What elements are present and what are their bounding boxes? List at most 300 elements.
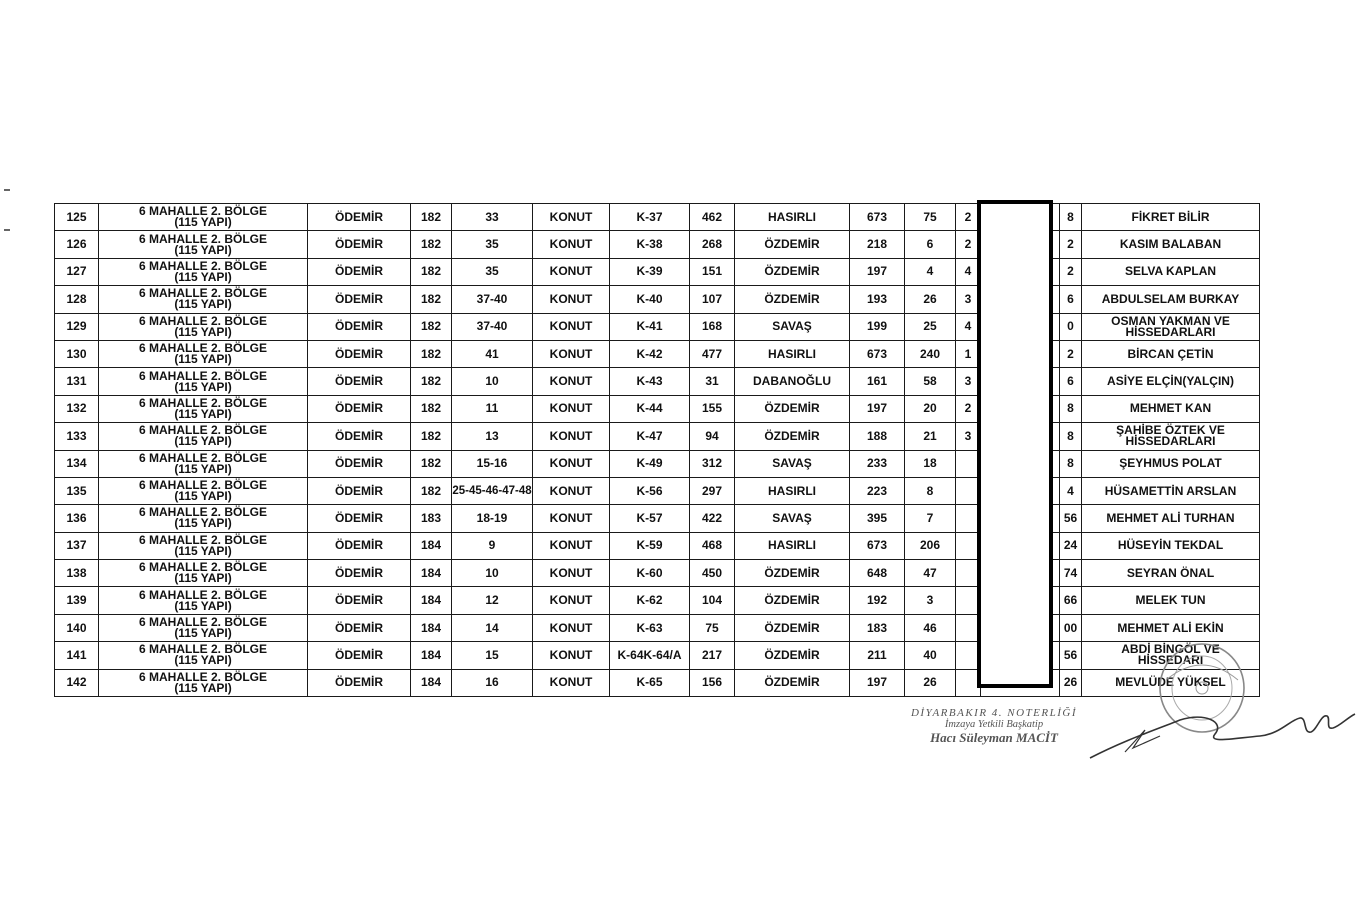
owner-cell (1082, 340, 1260, 367)
parsel-cell: 35 (452, 231, 533, 258)
parsel-cell: 37-40 (452, 313, 533, 340)
row-number: 141 (55, 642, 99, 669)
number-cell: 161 (850, 368, 905, 395)
number-cell: 31 (690, 368, 735, 395)
district-cell-line: (115 YAPI) (174, 324, 232, 339)
number-cell: 56 (1060, 642, 1082, 669)
row-number: 131 (55, 368, 99, 395)
structure-code-cell: K-44 (610, 395, 690, 422)
number-cell: 6 (1060, 368, 1082, 395)
neighbourhood-cell: HASIRLI (735, 532, 850, 559)
type-cell: KONUT (533, 642, 610, 669)
row-number: 127 (55, 258, 99, 285)
ada-cell: 184 (411, 587, 452, 614)
ada-cell: 184 (411, 532, 452, 559)
parsel-cell: 16 (452, 669, 533, 696)
owner-cell (1082, 505, 1260, 532)
number-cell: 673 (850, 340, 905, 367)
town-cell: ÖDEMİR (308, 642, 411, 669)
owner-cell (1082, 204, 1260, 231)
neighbourhood-cell: ÖZDEMİR (735, 669, 850, 696)
town-cell: ÖDEMİR (308, 614, 411, 641)
district-cell-line: (115 YAPI) (174, 215, 232, 230)
type-cell: KONUT (533, 560, 610, 587)
district-cell (99, 669, 308, 696)
table-row (55, 614, 1260, 641)
district-cell-line: (115 YAPI) (174, 653, 232, 668)
number-cell: 2 (1060, 258, 1082, 285)
table-row (55, 231, 1260, 258)
parsel-cell: 37-40 (452, 286, 533, 313)
owner-cell-line: MELEK TUN (1135, 593, 1206, 608)
structure-code-cell: K-38 (610, 231, 690, 258)
structure-code-cell: K-60 (610, 560, 690, 587)
district-cell-line: 6 MAHALLE 2. BÖLGE (138, 642, 267, 657)
type-cell: KONUT (533, 231, 610, 258)
number-cell: 58 (905, 368, 956, 395)
structure-code-cell: K-43 (610, 368, 690, 395)
ada-cell: 184 (411, 614, 452, 641)
ada-cell: 182 (411, 313, 452, 340)
neighbourhood-cell: HASIRLI (735, 340, 850, 367)
number-cell: 168 (690, 313, 735, 340)
owner-cell (1082, 258, 1260, 285)
number-cell: 2 (956, 231, 981, 258)
parsel-cell: 41 (452, 340, 533, 367)
number-cell: 94 (690, 423, 735, 450)
number-cell: 0 (1060, 313, 1082, 340)
table-row (55, 258, 1260, 285)
number-cell: 75 (905, 204, 956, 231)
stamp-role: İmzaya Yetkili Başkatip (944, 719, 1044, 730)
owner-cell (1082, 423, 1260, 450)
owner-cell-line: HÜSAMETTİN ARSLAN (1104, 483, 1237, 498)
ada-cell: 184 (411, 669, 452, 696)
district-cell-line: 6 MAHALLE 2. BÖLGE (138, 587, 267, 602)
property-table (54, 203, 1260, 697)
district-cell-line: 6 MAHALLE 2. BÖLGE (138, 505, 267, 520)
table-row (55, 313, 1260, 340)
structure-code-cell: K-40 (610, 286, 690, 313)
district-cell (99, 505, 308, 532)
number-cell: 26 (1060, 669, 1082, 696)
district-cell (99, 614, 308, 641)
town-cell: ÖDEMİR (308, 340, 411, 367)
table-row (55, 669, 1260, 696)
owner-cell (1082, 395, 1260, 422)
district-cell (99, 532, 308, 559)
structure-code-cell: K-42 (610, 340, 690, 367)
number-cell: 75 (690, 614, 735, 641)
row-number: 134 (55, 450, 99, 477)
district-cell-line: (115 YAPI) (174, 242, 232, 257)
district-cell-line: (115 YAPI) (174, 406, 232, 421)
ada-cell: 182 (411, 286, 452, 313)
table-row (55, 532, 1260, 559)
structure-code-cell: K-65 (610, 669, 690, 696)
owner-cell (1082, 614, 1260, 641)
notary-stamp (878, 707, 1110, 746)
ada-cell: 182 (411, 204, 452, 231)
neighbourhood-cell: DABANOĞLU (735, 368, 850, 395)
row-number: 128 (55, 286, 99, 313)
number-cell: 268 (690, 231, 735, 258)
district-cell (99, 395, 308, 422)
neighbourhood-cell: ÖZDEMİR (735, 258, 850, 285)
owner-cell-line: SEYRAN ÖNAL (1126, 565, 1215, 580)
parsel-cell: 12 (452, 587, 533, 614)
ada-cell: 184 (411, 560, 452, 587)
row-number: 130 (55, 340, 99, 367)
district-cell-line: 6 MAHALLE 2. BÖLGE (138, 615, 267, 630)
parsel-cell: 15-16 (452, 450, 533, 477)
table-row (55, 340, 1260, 367)
structure-code-cell: K-49 (610, 450, 690, 477)
parsel-cell: 9 (452, 532, 533, 559)
ada-cell: 182 (411, 395, 452, 422)
row-number: 138 (55, 560, 99, 587)
structure-code-cell: K-57 (610, 505, 690, 532)
number-cell: 2 (1060, 340, 1082, 367)
number-cell: 450 (690, 560, 735, 587)
owner-cell-line: HİSSEDARI (1137, 653, 1204, 668)
row-number: 136 (55, 505, 99, 532)
type-cell: KONUT (533, 395, 610, 422)
parsel-cell: 13 (452, 423, 533, 450)
number-cell: 4 (905, 258, 956, 285)
number-cell: 46 (905, 614, 956, 641)
owner-cell-line: FİKRET BİLİR (1131, 209, 1210, 224)
owner-cell-line: SELVA KAPLAN (1124, 264, 1217, 279)
district-cell (99, 450, 308, 477)
town-cell: ÖDEMİR (308, 313, 411, 340)
ada-cell: 183 (411, 505, 452, 532)
owner-cell-line: ŞAHİBE ÖZTEK VE (1116, 423, 1225, 438)
ada-cell: 182 (411, 231, 452, 258)
neighbourhood-cell: ÖZDEMİR (735, 642, 850, 669)
number-cell: 223 (850, 477, 905, 504)
owner-cell (1082, 231, 1260, 258)
owner-cell-line: BİRCAN ÇETİN (1127, 346, 1214, 361)
neighbourhood-cell: HASIRLI (735, 204, 850, 231)
district-cell-line: 6 MAHALLE 2. BÖLGE (138, 341, 267, 356)
town-cell: ÖDEMİR (308, 669, 411, 696)
row-number: 135 (55, 477, 99, 504)
owner-cell (1082, 313, 1260, 340)
number-cell: 673 (850, 532, 905, 559)
table-row (55, 560, 1260, 587)
structure-code-cell: K-37 (610, 204, 690, 231)
neighbourhood-cell: ÖZDEMİR (735, 614, 850, 641)
structure-code-cell: K-41 (610, 313, 690, 340)
number-cell: 56 (1060, 505, 1082, 532)
parsel-cell: 14 (452, 614, 533, 641)
district-cell-line: 6 MAHALLE 2. BÖLGE (138, 450, 267, 465)
number-cell: 2 (956, 395, 981, 422)
neighbourhood-cell: ÖZDEMİR (735, 560, 850, 587)
number-cell: 395 (850, 505, 905, 532)
parsel-cell: 33 (452, 204, 533, 231)
number-cell: 188 (850, 423, 905, 450)
town-cell: ÖDEMİR (308, 423, 411, 450)
number-cell: 183 (850, 614, 905, 641)
district-cell-line: (115 YAPI) (174, 434, 232, 449)
number-cell: 468 (690, 532, 735, 559)
town-cell: ÖDEMİR (308, 368, 411, 395)
district-cell (99, 642, 308, 669)
number-cell: 199 (850, 313, 905, 340)
district-cell-line: (115 YAPI) (174, 461, 232, 476)
district-cell (99, 368, 308, 395)
owner-cell-line: OSMAN YAKMAN VE (1111, 313, 1230, 328)
town-cell: ÖDEMİR (308, 204, 411, 231)
row-number: 132 (55, 395, 99, 422)
number-cell: 00 (1060, 614, 1082, 641)
parsel-cell: 25-45-46-47-48 (452, 477, 533, 504)
neighbourhood-cell: ÖZDEMİR (735, 286, 850, 313)
structure-code-cell: K-56 (610, 477, 690, 504)
parsel-cell: 10 (452, 560, 533, 587)
owner-cell (1082, 450, 1260, 477)
number-cell: 7 (905, 505, 956, 532)
signature-icon (1085, 700, 1360, 764)
number-cell: 26 (905, 669, 956, 696)
town-cell: ÖDEMİR (308, 286, 411, 313)
number-cell: 66 (1060, 587, 1082, 614)
type-cell: KONUT (533, 532, 610, 559)
structure-code-cell: K-64K-64/A (610, 642, 690, 669)
ada-cell: 184 (411, 642, 452, 669)
number-cell: 104 (690, 587, 735, 614)
redaction-box (977, 200, 1053, 688)
number-cell: 218 (850, 231, 905, 258)
owner-cell-line: HÜSEYİN TEKDAL (1117, 538, 1224, 553)
number-cell: 3 (956, 368, 981, 395)
number-cell: 197 (850, 669, 905, 696)
district-cell-line: 6 MAHALLE 2. BÖLGE (138, 560, 267, 575)
number-cell: 18 (905, 450, 956, 477)
number-cell: 20 (905, 395, 956, 422)
scan-speck (4, 229, 10, 231)
number-cell: 8 (1060, 450, 1082, 477)
owner-cell-line: ŞEYHMUS POLAT (1119, 456, 1222, 471)
owner-cell-line: MEHMET ALİ EKİN (1117, 620, 1224, 635)
number-cell: 8 (1060, 204, 1082, 231)
number-cell: 422 (690, 505, 735, 532)
type-cell: KONUT (533, 258, 610, 285)
neighbourhood-cell: SAVAŞ (735, 450, 850, 477)
owner-cell-line: MEHMET ALİ TURHAN (1106, 510, 1235, 525)
district-cell-line: 6 MAHALLE 2. BÖLGE (138, 204, 267, 219)
district-cell-line: (115 YAPI) (174, 352, 232, 367)
district-cell-line: (115 YAPI) (174, 516, 232, 531)
number-cell: 2 (956, 204, 981, 231)
stamp-office: DİYARBAKIR 4. NOTERLİĞİ (910, 707, 1078, 719)
ada-cell: 182 (411, 450, 452, 477)
number-cell: 1 (956, 340, 981, 367)
district-cell (99, 587, 308, 614)
type-cell: KONUT (533, 669, 610, 696)
table-row (55, 423, 1260, 450)
type-cell: KONUT (533, 505, 610, 532)
district-cell-line: (115 YAPI) (174, 269, 232, 284)
number-cell: 47 (905, 560, 956, 587)
town-cell: ÖDEMİR (308, 532, 411, 559)
district-cell-line: 6 MAHALLE 2. BÖLGE (138, 258, 267, 273)
number-cell: 192 (850, 587, 905, 614)
district-cell (99, 340, 308, 367)
type-cell: KONUT (533, 450, 610, 477)
table-row (55, 505, 1260, 532)
district-cell (99, 204, 308, 231)
district-cell-line: (115 YAPI) (174, 379, 232, 394)
number-cell: 26 (905, 286, 956, 313)
owner-cell-line: KASIM BALABAN (1119, 237, 1222, 252)
owner-cell-line: HİSSEDARLARI (1125, 434, 1216, 449)
scan-speck (4, 189, 10, 191)
owner-cell-line: ABDİ BİNGÖL VE (1121, 642, 1220, 657)
number-cell: 155 (690, 395, 735, 422)
type-cell: KONUT (533, 204, 610, 231)
owner-cell (1082, 560, 1260, 587)
owner-cell (1082, 587, 1260, 614)
town-cell: ÖDEMİR (308, 395, 411, 422)
number-cell: 206 (905, 532, 956, 559)
neighbourhood-cell: HASIRLI (735, 477, 850, 504)
parsel-cell: 18-19 (452, 505, 533, 532)
structure-code-cell: K-59 (610, 532, 690, 559)
number-cell: 74 (1060, 560, 1082, 587)
district-cell-line: (115 YAPI) (174, 543, 232, 558)
type-cell: KONUT (533, 313, 610, 340)
town-cell: ÖDEMİR (308, 477, 411, 504)
district-cell-line: (115 YAPI) (174, 489, 232, 504)
owner-cell-line: MEHMET KAN (1129, 401, 1212, 416)
owner-cell-line: ABDULSELAM BURKAY (1101, 291, 1240, 306)
district-cell-line: 6 MAHALLE 2. BÖLGE (138, 231, 267, 246)
number-cell: 462 (690, 204, 735, 231)
number-cell: 8 (905, 477, 956, 504)
neighbourhood-cell: ÖZDEMİR (735, 423, 850, 450)
number-cell: 240 (905, 340, 956, 367)
number-cell: 3 (956, 423, 981, 450)
structure-code-cell: K-47 (610, 423, 690, 450)
neighbourhood-cell: ÖZDEMİR (735, 395, 850, 422)
owner-cell (1082, 286, 1260, 313)
district-cell-line: (115 YAPI) (174, 297, 232, 312)
number-cell: 673 (850, 204, 905, 231)
district-cell-line: 6 MAHALLE 2. BÖLGE (138, 286, 267, 301)
number-cell: 4 (956, 313, 981, 340)
district-cell-line: 6 MAHALLE 2. BÖLGE (138, 669, 267, 684)
town-cell: ÖDEMİR (308, 505, 411, 532)
number-cell: 2 (1060, 231, 1082, 258)
neighbourhood-cell: ÖZDEMİR (735, 231, 850, 258)
neighbourhood-cell: ÖZDEMİR (735, 587, 850, 614)
number-cell: 477 (690, 340, 735, 367)
district-cell-line: (115 YAPI) (174, 626, 232, 641)
ada-cell: 182 (411, 368, 452, 395)
number-cell: 8 (1060, 395, 1082, 422)
number-cell: 151 (690, 258, 735, 285)
table-row (55, 368, 1260, 395)
row-number: 140 (55, 614, 99, 641)
stamp-name: Hacı Süleyman MACİT (930, 730, 1058, 745)
row-number: 125 (55, 204, 99, 231)
number-cell: 8 (1060, 423, 1082, 450)
number-cell: 6 (905, 231, 956, 258)
number-cell: 197 (850, 395, 905, 422)
owner-cell-line: ASİYE ELÇİN(YALÇIN) (1107, 374, 1234, 389)
town-cell: ÖDEMİR (308, 258, 411, 285)
number-cell: 6 (1060, 286, 1082, 313)
district-cell-line: 6 MAHALLE 2. BÖLGE (138, 532, 267, 547)
district-cell-line: (115 YAPI) (174, 571, 232, 586)
neighbourhood-cell: SAVAŞ (735, 505, 850, 532)
ada-cell: 182 (411, 423, 452, 450)
table-row (55, 642, 1260, 669)
table-row (55, 587, 1260, 614)
type-cell: KONUT (533, 477, 610, 504)
row-number: 126 (55, 231, 99, 258)
district-cell-line: 6 MAHALLE 2. BÖLGE (138, 395, 267, 410)
number-cell: 3 (956, 286, 981, 313)
number-cell: 4 (1060, 477, 1082, 504)
structure-code-cell: K-63 (610, 614, 690, 641)
property-table-body (55, 204, 1260, 697)
parsel-cell: 11 (452, 395, 533, 422)
parsel-cell: 10 (452, 368, 533, 395)
number-cell: 211 (850, 642, 905, 669)
table-row (55, 450, 1260, 477)
number-cell: 25 (905, 313, 956, 340)
number-cell: 297 (690, 477, 735, 504)
district-cell (99, 560, 308, 587)
number-cell: 156 (690, 669, 735, 696)
number-cell: 648 (850, 560, 905, 587)
district-cell (99, 313, 308, 340)
number-cell: 4 (956, 258, 981, 285)
district-cell-line: (115 YAPI) (174, 680, 232, 695)
structure-code-cell: K-62 (610, 587, 690, 614)
number-cell: 312 (690, 450, 735, 477)
district-cell-line: 6 MAHALLE 2. BÖLGE (138, 423, 267, 438)
number-cell: 40 (905, 642, 956, 669)
number-cell: 233 (850, 450, 905, 477)
ada-cell: 182 (411, 258, 452, 285)
type-cell: KONUT (533, 340, 610, 367)
row-number: 129 (55, 313, 99, 340)
table-row (55, 286, 1260, 313)
number-cell: 197 (850, 258, 905, 285)
row-number: 137 (55, 532, 99, 559)
number-cell: 217 (690, 642, 735, 669)
ada-cell: 182 (411, 340, 452, 367)
type-cell: KONUT (533, 368, 610, 395)
district-cell-line: 6 MAHALLE 2. BÖLGE (138, 478, 267, 493)
owner-cell (1082, 368, 1260, 395)
structure-code-cell: K-39 (610, 258, 690, 285)
table-row (55, 204, 1260, 231)
number-cell: 24 (1060, 532, 1082, 559)
parsel-cell: 35 (452, 258, 533, 285)
district-cell (99, 231, 308, 258)
type-cell: KONUT (533, 614, 610, 641)
table-row (55, 395, 1260, 422)
district-cell-line: (115 YAPI) (174, 598, 232, 613)
owner-cell (1082, 532, 1260, 559)
district-cell-line: 6 MAHALLE 2. BÖLGE (138, 368, 267, 383)
